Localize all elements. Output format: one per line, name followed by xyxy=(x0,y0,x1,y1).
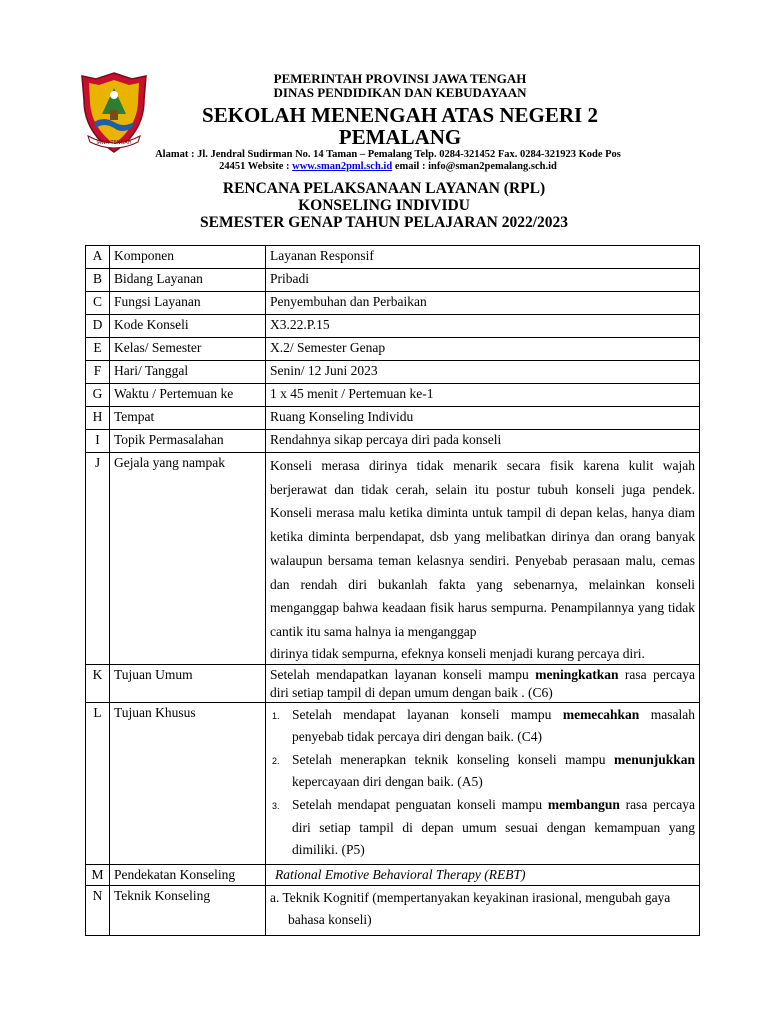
row-code: C xyxy=(86,292,110,315)
table-row xyxy=(86,269,700,292)
table-row xyxy=(86,384,700,407)
document-subtitle: KONSELING INDIVIDU xyxy=(298,197,470,214)
table-row xyxy=(86,864,700,885)
goal-text: rasa percaya diri setiap tampil di depan umum dengan baik . (C6) xyxy=(270,666,695,700)
row-label: Fungsi Layanan xyxy=(110,292,266,315)
government-name: PEMERINTAH PROVINSI JAWA TENGAH xyxy=(273,71,527,86)
general-goal-text xyxy=(266,664,700,702)
row-value: Rendahnya sikap percaya diri pada konseli xyxy=(266,430,700,453)
goal-keyword: membangun xyxy=(547,797,620,812)
goal-text: Setelah menerapkan teknik konseling konseli mampu xyxy=(292,751,614,767)
specific-goal-item xyxy=(292,704,695,749)
goal-keyword: memecahkan xyxy=(562,706,640,722)
table-row xyxy=(86,407,700,430)
row-code: E xyxy=(86,338,110,361)
goal-text: Setelah mendapatkan layanan konseli mampu xyxy=(270,666,536,682)
symptoms-conclusion: dirinya tidak sempurna, efeknya konseli menjadi kurang percaya diri. xyxy=(270,645,645,661)
technique-value xyxy=(266,885,700,935)
row-value: Ruang Konseling Individu xyxy=(266,407,700,430)
table-row xyxy=(86,315,700,338)
specific-goals-list xyxy=(270,704,695,862)
table-row xyxy=(86,885,700,935)
row-code: J xyxy=(86,453,110,665)
document-title: RENCANA PELAKSANAAN LAYANAN (RPL) xyxy=(222,180,546,197)
website-link[interactable]: www.sman2pml.sch.id xyxy=(292,161,393,172)
table-row xyxy=(86,702,700,864)
row-label: Bidang Layanan xyxy=(110,269,266,292)
table-row xyxy=(86,430,700,453)
specific-goal-item xyxy=(292,794,695,862)
table-row xyxy=(86,246,700,269)
table-row xyxy=(86,453,700,665)
email-address: info@sman2pemalang.sch.id xyxy=(428,161,557,172)
goal-keyword: menunjukkan xyxy=(613,751,695,767)
row-label: Kode Konseli xyxy=(110,315,266,338)
symptoms-text xyxy=(266,453,700,665)
row-code: A xyxy=(86,246,110,269)
school-city: PEMALANG xyxy=(338,125,462,149)
goal-text: kepercayaan diri dengan baik. (A5) xyxy=(292,774,483,790)
row-label: Tujuan Khusus xyxy=(110,702,266,864)
table-row xyxy=(86,361,700,384)
symptoms-paragraph: Konseli merasa dirinya tidak menarik secara fisik karena kulit wajah berjerawat dan tidak cerah, selain itu postur tubuh konseli juga pendek. Konseli merasa malu ketika diminta untuk tampil di depan kelas, hanya diam ketika diminta berpendapat, dsb yang melibatkan dirinya dan orang banyak walaupun bersama teman kelasnya sendiri. Penyebab perasaan malu, cemas dan rendah diri bukanlah fakta yang sebenarnya, melainkan konseli menganggap bahwa keadaan fisik harus sempurna. Penampilannya yang tidak cantik itu sama halnya ia menganggap xyxy=(270,458,695,639)
goal-text: rasa percaya diri setiap tampil di depan umum sesuai dengan kemampuan yang dimiliki. (P5) xyxy=(292,797,695,858)
school-name: SEKOLAH MENENGAH ATAS NEGERI 2 xyxy=(202,103,598,127)
rpl-table xyxy=(85,245,700,936)
approach-value: Rational Emotive Behavioral Therapy (REBT) xyxy=(266,864,700,885)
row-value: Senin/ 12 Juni 2023 xyxy=(266,361,700,384)
goal-text: Setelah mendapat layanan konseli mampu xyxy=(292,706,563,722)
row-code: N xyxy=(86,885,110,935)
table-row xyxy=(86,338,700,361)
school-address xyxy=(108,149,668,173)
goal-text: masalah penyebab tidak percaya diri dengan baik. (C4) xyxy=(292,706,695,745)
row-value: X.2/ Semester Genap xyxy=(266,338,700,361)
table-row xyxy=(86,664,700,702)
row-label: Waktu / Pertemuan ke xyxy=(110,384,266,407)
row-code: I xyxy=(86,430,110,453)
technique-item: a. Teknik Kognitif (mempertanyakan keyakinan irasional, mengubah gaya bahasa konseli) xyxy=(270,889,671,927)
row-code: B xyxy=(86,269,110,292)
row-label: Tempat xyxy=(110,407,266,430)
row-code: D xyxy=(86,315,110,338)
row-label: Gejala yang nampak xyxy=(110,453,266,665)
address-line-2 xyxy=(108,161,668,173)
address-line-1: Alamat : Jl. Jendral Sudirman No. 14 Taman – Pemalang Telp. 0284-321452 Fax. 0284-321923 Kode Pos xyxy=(155,149,621,160)
row-label: Teknik Konseling xyxy=(110,885,266,935)
row-value: 1 x 45 menit / Pertemuan ke-1 xyxy=(266,384,700,407)
row-label: Komponen xyxy=(110,246,266,269)
document-semester: SEMESTER GENAP TAHUN PELAJARAN 2022/2023 xyxy=(199,214,569,231)
goal-text: Setelah mendapat penguatan konseli mampu xyxy=(292,797,548,812)
row-code: L xyxy=(86,702,110,864)
row-label: Tujuan Umum xyxy=(110,664,266,702)
row-value: Penyembuhan dan Perbaikan xyxy=(266,292,700,315)
row-label: Pendekatan Konseling xyxy=(110,864,266,885)
crest-text: JAWA TENGAH xyxy=(96,140,132,146)
row-code: F xyxy=(86,361,110,384)
row-label: Topik Permasalahan xyxy=(110,430,266,453)
row-value: Pribadi xyxy=(266,269,700,292)
email-label: email : xyxy=(392,161,429,172)
specific-goal-item xyxy=(292,749,695,794)
row-value: Layanan Responsif xyxy=(266,246,700,269)
row-code: H xyxy=(86,407,110,430)
specific-goals-cell xyxy=(266,702,700,864)
goal-keyword: meningkatkan xyxy=(535,666,619,682)
row-label: Kelas/ Semester xyxy=(110,338,266,361)
row-code: G xyxy=(86,384,110,407)
table-row xyxy=(86,292,700,315)
address-prefix: 24451 Website : xyxy=(219,161,293,172)
department-name: DINAS PENDIDIKAN DAN KEBUDAYAAN xyxy=(273,85,527,100)
row-value: X3.22.P.15 xyxy=(266,315,700,338)
row-code: K xyxy=(86,664,110,702)
row-label: Hari/ Tanggal xyxy=(110,361,266,384)
row-code: M xyxy=(86,864,110,885)
